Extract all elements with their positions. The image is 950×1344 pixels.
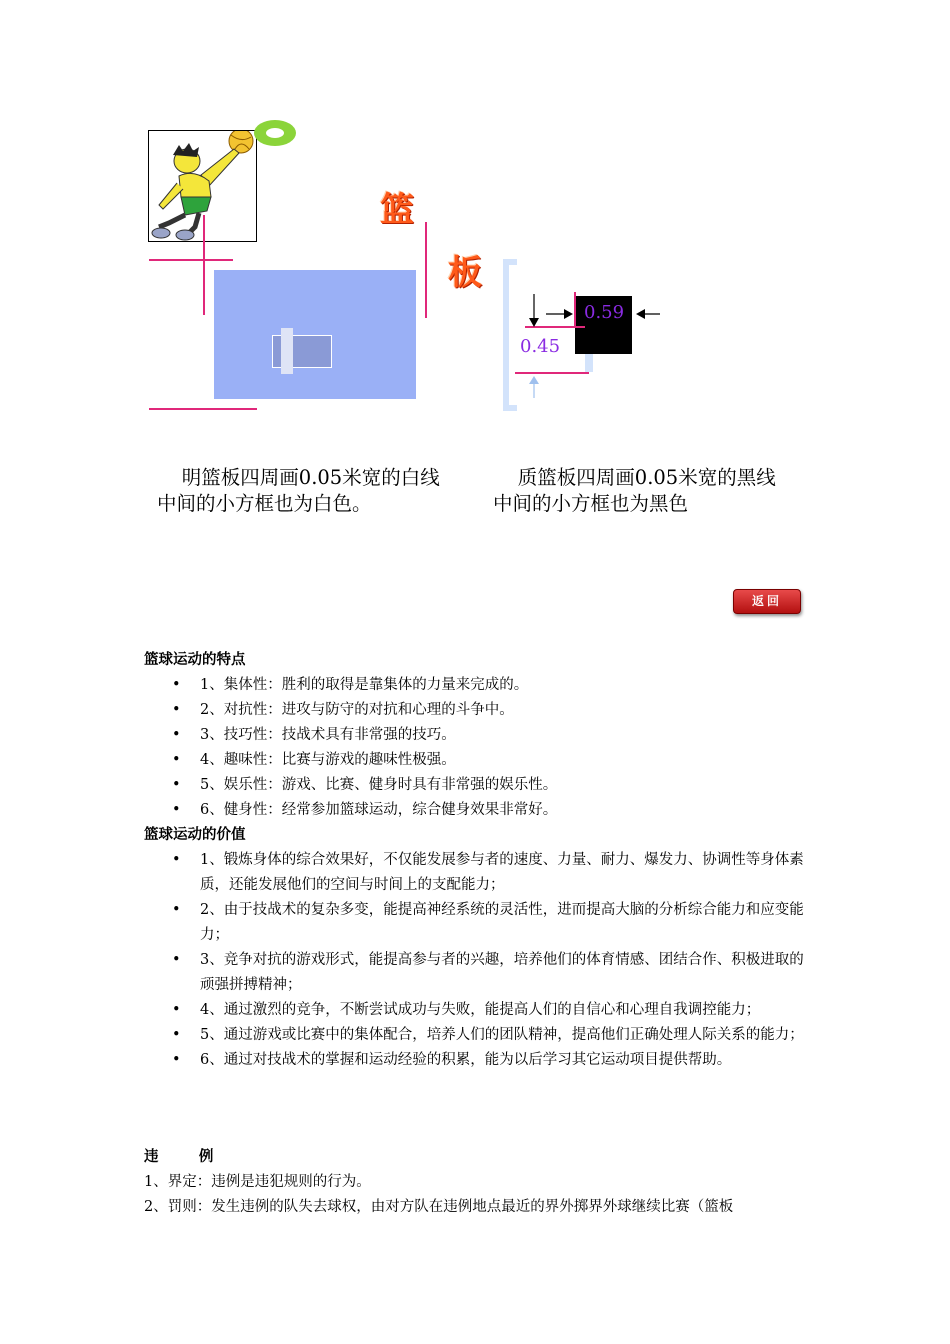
guide-line [149,408,257,410]
caption-left: 明篮板四周画0.05米宽的白线 中间的小方框也为白色。 [157,466,440,515]
values-list [144,848,810,1073]
guide-line [425,222,427,318]
list-item: • 4、通过激烈的竞争，不断尝试成功与失败，能提高人们的自信心和心理自我调控能力； [172,1002,761,1018]
backboard-inner-marker [281,328,293,374]
title-char-1: 篮 [380,190,414,230]
backboard-edge [503,259,509,411]
guide-line [203,215,205,315]
list-item: • 2、由于技战术的复杂多变，能提高神经系统的灵活性，进而提高大脑的分析综合能力和应变能力； [172,902,804,943]
list-item: • 1、集体性：胜利的取得是靠集体的力量来完成的。 [172,677,529,693]
list-item: • 6、健身性：经常参加篮球运动，综合健身效果非常好。 [172,802,558,818]
features-heading: 篮球运动的特点 [144,652,246,668]
list-item: • 3、技巧性：技战术具有非常强的技巧。 [172,727,456,743]
violation-section [144,1145,810,1220]
features-section [144,648,810,1073]
features-list [144,673,810,823]
list-item: • 5、通过游戏或比赛中的集体配合，培养人们的团队精神，提高他们正确处理人际关系的能力； [172,1027,804,1043]
violation-heading: 违 例 [144,1149,214,1165]
backboard-edge [503,405,517,411]
backboard-edge [503,259,517,265]
dimension-width-label: 0.59 [584,302,625,323]
values-heading: 篮球运动的价值 [144,827,246,843]
list-item: • 4、趣味性：比赛与游戏的趣味性极强。 [172,752,456,768]
dimension-height-label: 0.45 [520,336,561,357]
violation-line: 2、罚则：发生违例的队失去球权，由对方队在违例地点最近的界外掷界外球继续比赛（篮板 [144,1199,734,1215]
list-item: • 2、对抗性：进攻与防守的对抗和心理的斗争中。 [172,702,514,718]
hoop-ring [254,120,296,146]
list-item: • 6、通过对技战术的掌握和运动经验的积累，能为以后学习其它运动项目提供帮助。 [172,1052,732,1068]
list-item: • 3、竞争对抗的游戏形式，能提高参与者的兴趣，培养他们的体育情感、团结合作、积极进取的顽强拼搏精神； [172,952,804,993]
list-item: • 5、娱乐性：游戏、比赛、健身时具有非常强的娱乐性。 [172,777,558,793]
title-char-2: 板 [448,253,482,293]
guide-line [149,259,233,261]
back-button[interactable]: 返回 [733,589,801,614]
caption-right: 质篮板四周画0.05米宽的黑线 中间的小方框也为黑色 [493,466,776,515]
list-item: • 1、锻炼身体的综合效果好，不仅能发展参与者的速度、力量、耐力、爆发力、协调性等身体素质，还能发展他们的空间与时间上的支配能力； [172,852,804,893]
violation-line: 1、界定：违例是违犯规则的行为。 [144,1174,371,1190]
